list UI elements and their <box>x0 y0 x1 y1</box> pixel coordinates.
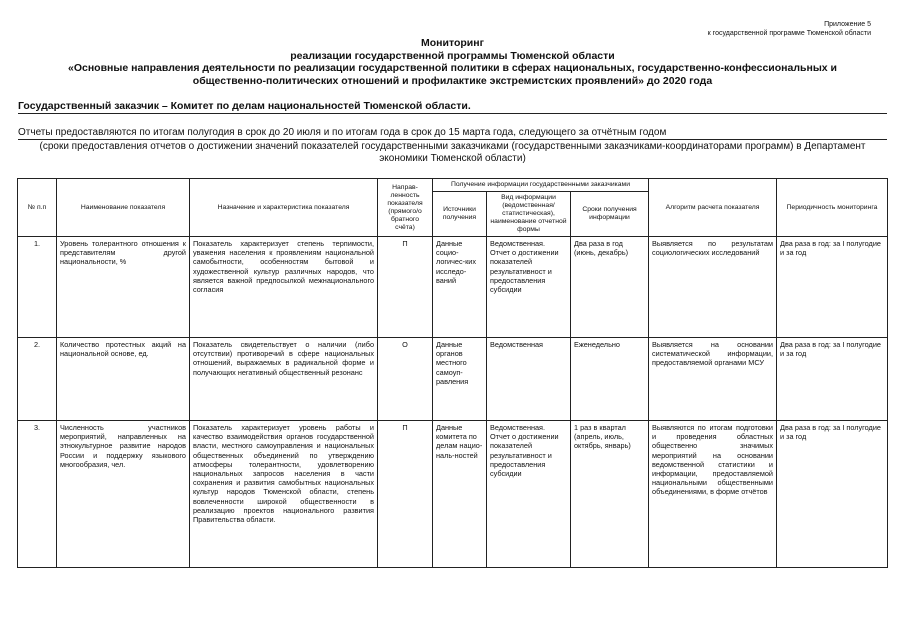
header-periodicity: Периодичность мониторинга <box>777 179 888 237</box>
appendix-line-1: Приложение 5 <box>824 21 871 28</box>
appendix-line-2: к государственной программе Тюменской области <box>707 30 871 37</box>
indicator-purpose: Показатель характеризует степень терпимости, уважения населения к проявлениям национальной самобытности, особенностям бытовой и художественной культур различных народов, что является важной предпосылкой межнационального согласия <box>190 237 378 338</box>
header-sources: Источники получения <box>433 192 487 237</box>
info-type: Ведомственная <box>487 338 571 421</box>
indicator-direction: П <box>378 421 433 568</box>
indicator-name: Численность участников мероприятий, направленных на этнокультурное развитие народов России и поддержку языкового многообразия, чел. <box>57 421 190 568</box>
header-direction: Направ-ленность показателя (прямого/о братного счёта) <box>378 179 433 237</box>
monitoring-periodicity: Два раза в год: за I полугодие и за год <box>777 421 888 568</box>
row-number: 3. <box>18 421 57 568</box>
header-info-terms: Сроки получения информации <box>571 192 649 237</box>
monitoring-table <box>17 178 888 568</box>
title-line-2: реализации государственной программы Тюменской области <box>290 49 615 62</box>
header-num: № п.п <box>18 179 57 237</box>
indicator-purpose: Показатель свидетельствует о наличии (либо отсутствии) противоречий в сфере национальных отношений, выражаемых в радикальной форме и получающих негативный общественный резонанс <box>190 338 378 421</box>
reporting-deadlines-note: (сроки предоставления отчетов о достижении значений показателей государственными заказчиками (государственными заказчиками-координаторами программ) в Департамент экономики Тюменской области) <box>39 141 866 164</box>
title-line-4: общественно-политических отношений и профилактике экстремистских проявлений» до 2020 года <box>192 74 713 87</box>
monitoring-periodicity: Два раза в год: за I полугодие и за год <box>777 237 888 338</box>
calculation-algorithm: Выявляется по результатам социологических исследований <box>649 237 777 338</box>
appendix-note <box>708 20 871 38</box>
row-number: 1. <box>18 237 57 338</box>
row-number: 2. <box>18 338 57 421</box>
info-sources: Данные комитета по делам нацио-наль-ностей <box>433 421 487 568</box>
header-info-group: Получение информации государственными заказчиками <box>433 179 649 192</box>
info-sources: Данные органов местного самоуп-равления <box>433 338 487 421</box>
indicator-name: Уровень толерантного отношения к представителям другой национальности, % <box>57 237 190 338</box>
table-row <box>18 421 888 568</box>
indicator-purpose: Показатель характеризует уровень работы и качество взаимодействия органов государственной власти, местного самоуправления и национальных общественных объединений по утверждению атмосферы толерантности, удовлетворению национальных запросов населения в части сохранения и развития самобытных национальных культур народов Тюменской области, степень вовлеченности широкой общественности в реализацию проектов национального развития Правительства области. <box>190 421 378 568</box>
indicator-name: Количество протестных акций на национальной основе, ед. <box>57 338 190 421</box>
monitoring-periodicity: Два раза в год: за I полугодие и за год <box>777 338 888 421</box>
indicator-direction: П <box>378 237 433 338</box>
info-terms: Два раза в год (июнь, декабрь) <box>571 237 649 338</box>
calculation-algorithm: Выявляются по итогам подготовки и проведения областных общественно значимых мероприятий на основании ведомственной статистики и информации, предоставляемой национальными общественными объединениями, в форме отчётов <box>649 421 777 568</box>
indicator-direction: О <box>378 338 433 421</box>
header-algorithm: Алгоритм расчета показателя <box>649 179 777 237</box>
info-sources: Данные социо-логичес-ких исследо-ваний <box>433 237 487 338</box>
document-title <box>40 37 865 87</box>
header-info-type: Вид информации (ведомственная/ статистическая), наименование отчетной формы <box>487 192 571 237</box>
info-terms: Еженедельно <box>571 338 649 421</box>
reporting-schedule: Отчеты предоставляются по итогам полугодия в срок до 20 июля и по итогам года в срок до 15 марта года, следующего за отчётным годом <box>18 127 887 140</box>
state-customer: Государственный заказчик – Комитет по делам национальностей Тюменской области. <box>18 100 887 114</box>
table-row <box>18 338 888 421</box>
calculation-algorithm: Выявляется на основании систематической информации, предоставляемой органами МСУ <box>649 338 777 421</box>
info-type: Ведомственная. Отчет о достижении показателей результативност и предоставления субсидии <box>487 237 571 338</box>
info-terms: 1 раз в квартал (апрель, июль, октябрь, январь) <box>571 421 649 568</box>
title-line-1: Мониторинг <box>421 37 484 49</box>
header-name: Наименование показателя <box>57 179 190 237</box>
title-line-3: «Основные направления деятельности по реализации государственной политики в сферах национальных, государственно-конфессиональных и <box>67 62 837 74</box>
info-type: Ведомственная. Отчет о достижении показателей результативност и предоставления субсидии <box>487 421 571 568</box>
table-row <box>18 237 888 338</box>
header-purpose: Назначение и характеристика показателя <box>190 179 378 237</box>
